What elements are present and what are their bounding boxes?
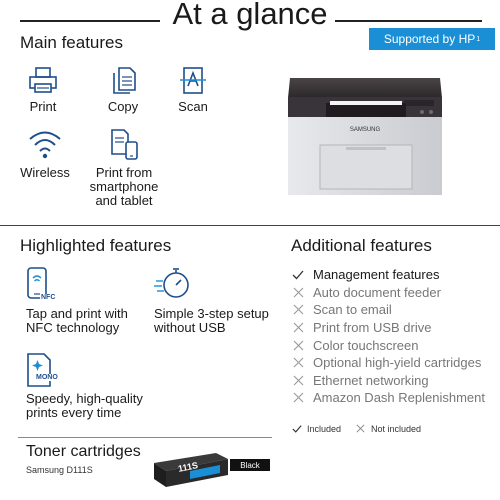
feature-mobile-label-2: smartphone [89,179,159,194]
printer-product-image [286,75,444,197]
list-item [291,284,485,302]
header-rule-right [335,20,482,22]
feature-wireless [18,128,72,180]
list-item [291,389,485,407]
mono-print-icon [24,352,54,388]
highlight-nfc [26,307,128,335]
list-item [291,336,485,354]
cross-icon [291,303,305,317]
feature-mobile-label-3: and tablet [95,193,153,208]
mono-icon-text: MONO [36,374,58,381]
copy-document-icon [100,66,146,96]
additional-item-label: Auto document feeder [313,284,441,300]
additional-features-list [291,266,485,407]
printer-icon [20,66,66,96]
highlight-setup-line-2: without USB [154,320,226,335]
additional-item-label: Management features [313,267,440,283]
additional-item-label: Print from USB drive [313,320,432,336]
toner-model: Samsung D111S [26,465,93,475]
list-item [291,372,485,390]
highlight-speedy-line-2: prints every time [26,405,122,420]
highlight-speedy [26,392,143,420]
list-item [291,301,485,319]
cross-icon [291,285,305,299]
additional-item-label: Ethernet networking [313,372,429,388]
hp-badge-mark: 1 [476,35,481,43]
feature-copy [100,66,146,114]
feature-wireless-label: Wireless [20,165,70,180]
feature-scan [170,66,216,114]
additional-features-title: Additional features [291,236,432,255]
nfc-icon-text: NFC [41,294,56,301]
highlight-nfc-line-2: NFC technology [26,320,120,335]
main-features-title: Main features [20,33,123,52]
fast-timer-icon [154,266,194,302]
additional-item-label: Optional high-yield cartridges [313,355,482,371]
hp-support-badge [369,28,495,50]
wireless-icon [18,128,72,160]
toner-color-tag: Black [230,459,270,471]
list-item [291,266,485,284]
additional-legend [291,423,421,434]
scan-document-icon [170,66,216,96]
cross-icon [291,373,305,387]
page-title: At a glance [172,0,328,31]
additional-item-label: Color touchscreen [313,337,419,353]
svg-text:SAMSUNG: SAMSUNG [349,127,381,133]
toner-cartridge-label: 111S [177,460,199,474]
checkmark-icon [291,423,302,434]
cross-icon [291,321,305,335]
header-rule-left [20,20,160,22]
section-divider [0,225,500,226]
feature-scan-label: Scan [178,99,208,114]
checkmark-icon [291,268,305,282]
legend-not-included-label: Not included [371,423,422,434]
hp-badge-text: Supported by HP [383,32,476,46]
feature-mobile-label-1: Print from [95,165,153,180]
list-item [291,354,485,372]
toner-title: Toner cartridges [26,443,141,460]
list-item [291,319,485,337]
cross-icon [355,423,366,434]
cross-icon [291,356,305,370]
feature-mobile-print [88,128,160,208]
cross-icon [291,391,305,405]
legend-included-label: Included [307,423,342,434]
additional-item-label: Scan to email [313,302,392,318]
feature-print-label: Print [29,99,57,114]
highlight-setup-line-1: Simple 3-step setup [154,306,269,321]
feature-copy-label: Copy [107,99,139,114]
cross-icon [291,338,305,352]
highlight-setup [154,307,269,335]
highlight-speedy-line-1: Speedy, high-quality [26,391,143,406]
highlight-nfc-line-1: Tap and print with [26,306,128,321]
feature-print [20,66,66,114]
additional-item-label: Amazon Dash Replenishment [313,390,485,406]
highlighted-features-title: Highlighted features [20,236,172,255]
phone-document-icon [88,128,160,160]
